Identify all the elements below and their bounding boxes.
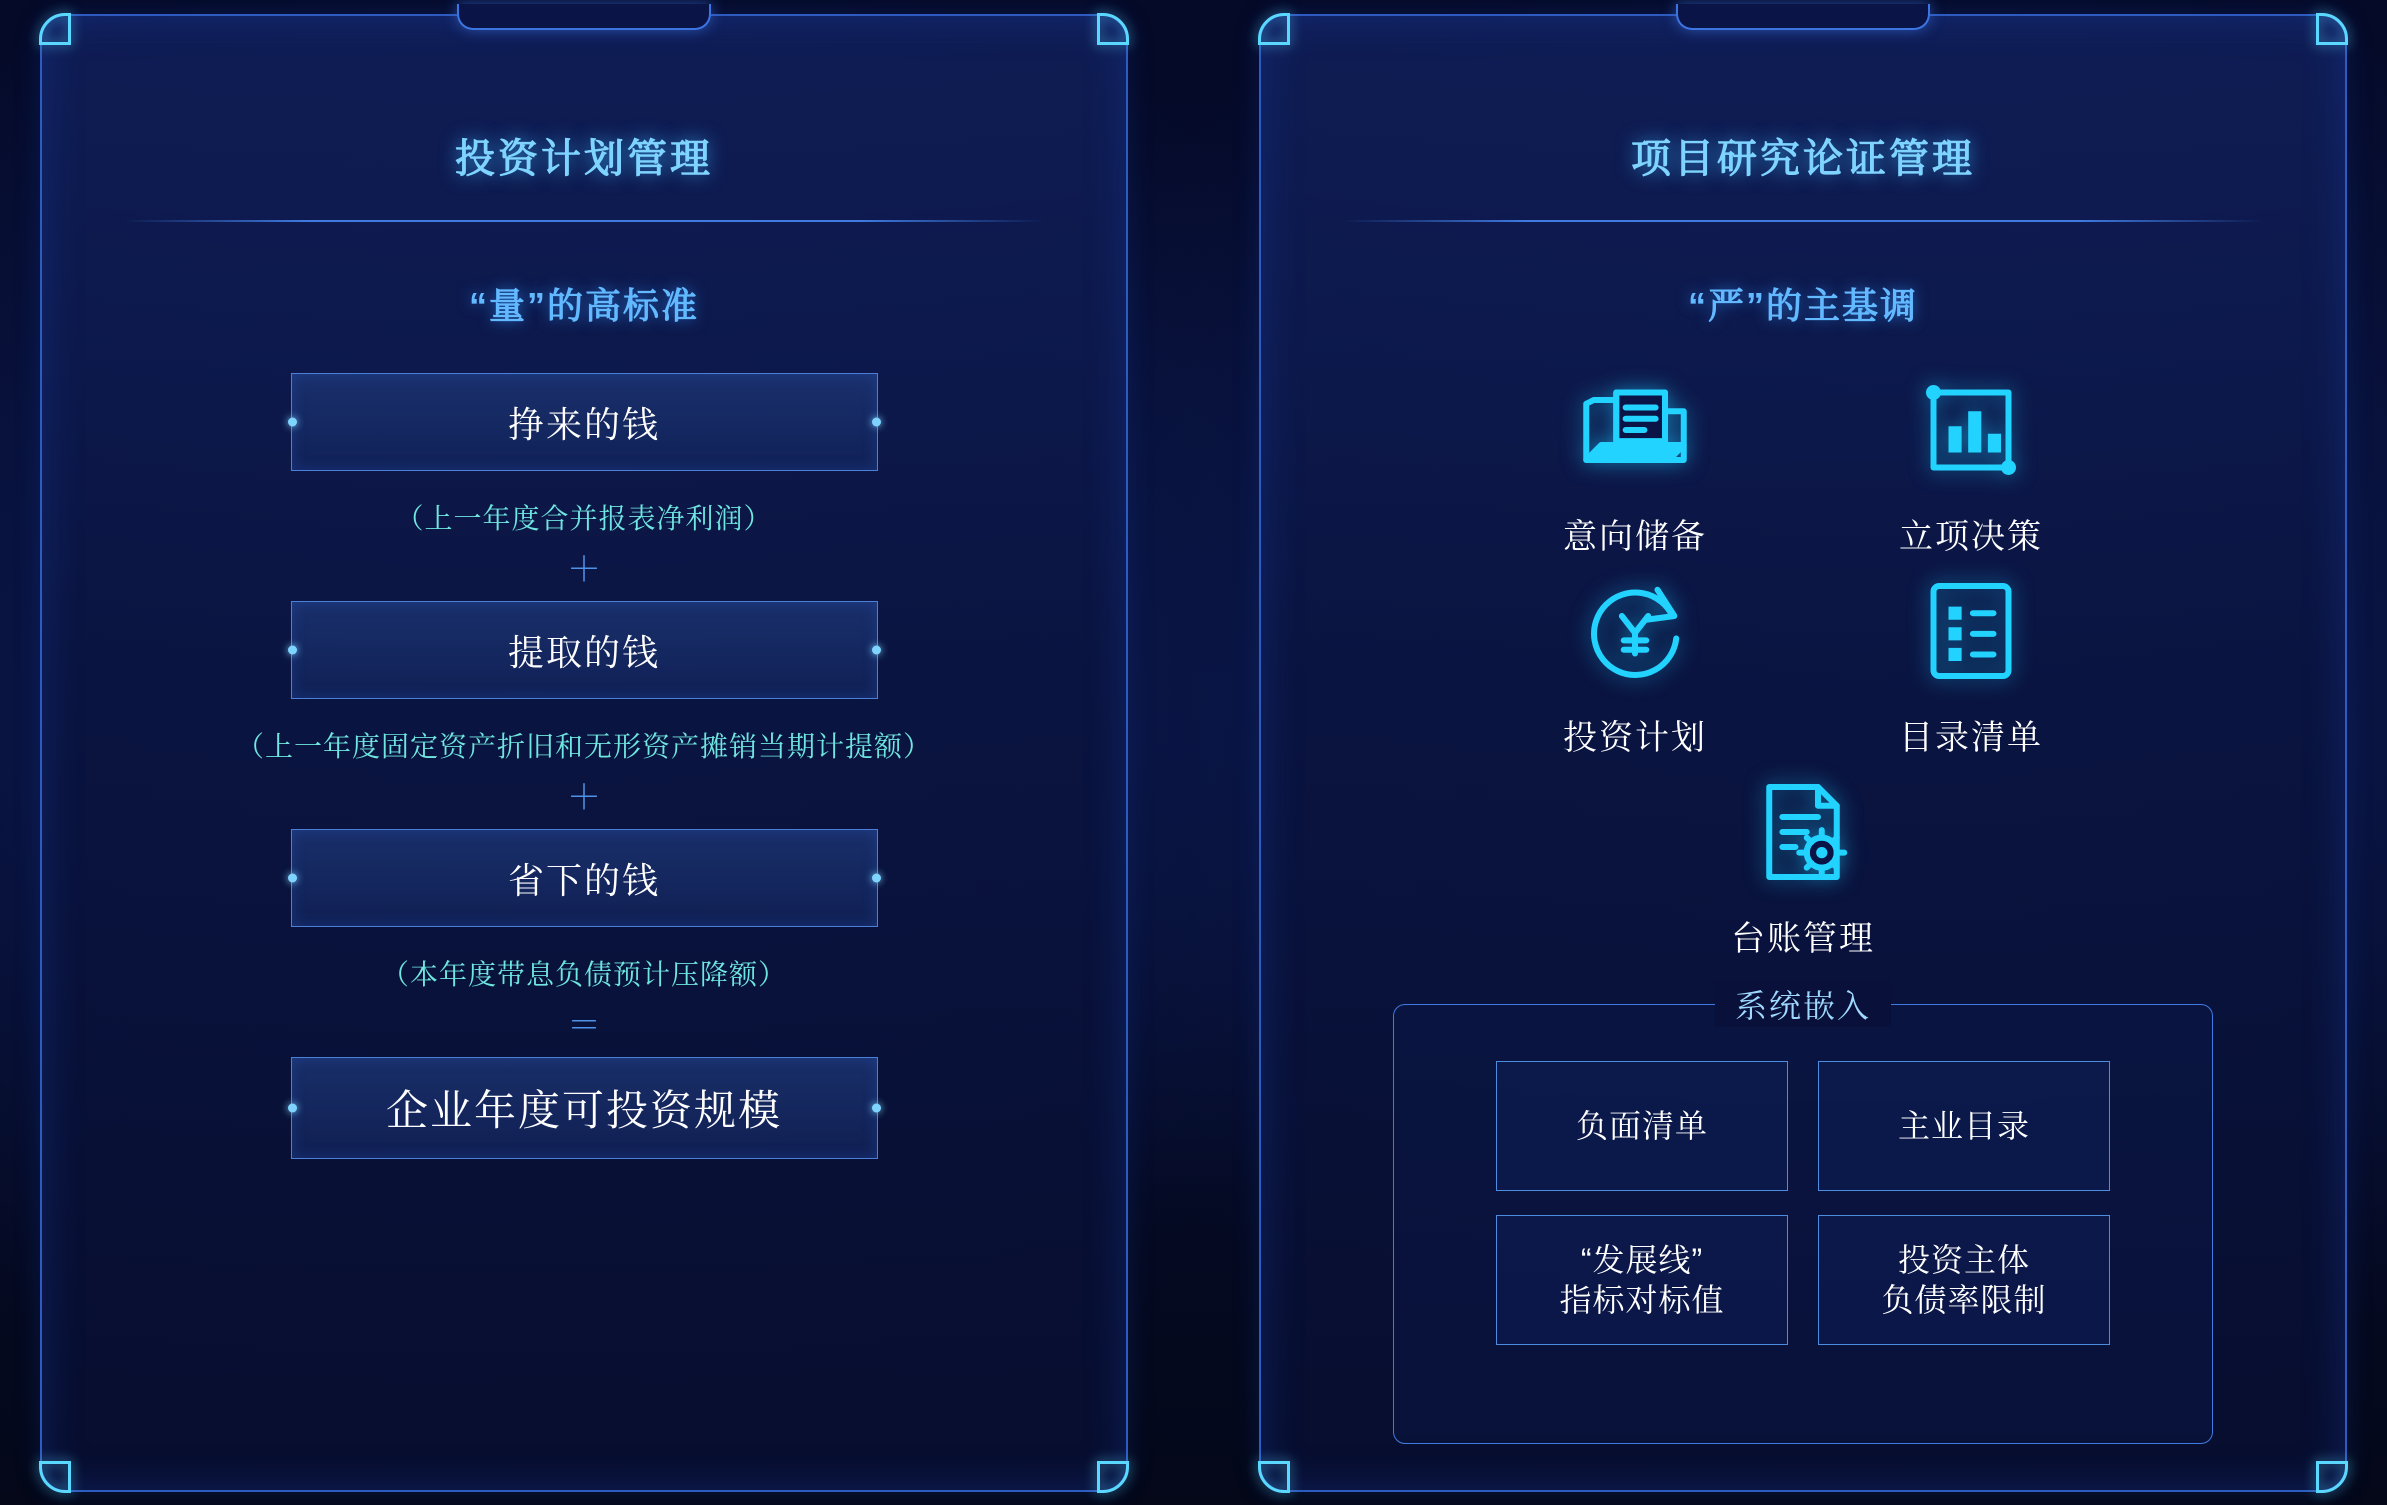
embed-item-label: “发展线”: [1580, 1242, 1704, 1279]
panel-notch: [457, 4, 711, 30]
corner-top-left: [1258, 13, 1290, 45]
document-gear-icon: [1738, 767, 1868, 897]
formula-operator-2: ＋: [567, 779, 601, 818]
node-dot-left: [288, 1104, 297, 1113]
feature-label: 投资计划: [1563, 719, 1707, 758]
folder-document-icon: [1570, 365, 1700, 495]
checklist-icon: [1906, 566, 2036, 696]
corner-top-right: [1097, 13, 1129, 45]
corner-top-left: [39, 13, 71, 45]
node-dot-right: [872, 646, 881, 655]
formula-box-earned[interactable]: [291, 373, 878, 471]
investment-formula: [42, 373, 1126, 1159]
formula-note-earned: （上一年度合并报表净利润）: [395, 503, 773, 535]
embed-item-debt-ratio-limit[interactable]: [1818, 1215, 2110, 1345]
formula-result-label: 企业年度可投资规模: [385, 1087, 782, 1135]
corner-top-right: [2316, 13, 2348, 45]
formula-note-saved: （本年度带息负债预计压降额）: [380, 959, 787, 991]
panel-subtitle-left: “量”的高标准: [468, 285, 699, 327]
node-dot-left: [288, 646, 297, 655]
formula-box-extracted[interactable]: [291, 601, 878, 699]
panel-investment-plan: [40, 14, 1128, 1492]
node-dot-left: [288, 874, 297, 883]
formula-box-saved[interactable]: [291, 829, 878, 927]
node-dot-right: [872, 874, 881, 883]
feature-label: 台账管理: [1731, 920, 1875, 959]
formula-box-result[interactable]: [291, 1057, 878, 1159]
bar-chart-icon: [1906, 365, 2036, 495]
feature-label: 目录清单: [1899, 719, 2043, 758]
panel-project-research: [1259, 14, 2347, 1492]
feature-label: 意向储备: [1563, 518, 1707, 557]
node-dot-right: [872, 418, 881, 427]
embed-item-sublabel: 指标对标值: [1559, 1282, 1725, 1319]
feature-icon-grid: [1261, 365, 2345, 960]
node-dot-left: [288, 418, 297, 427]
embed-item-sublabel: 负债率限制: [1881, 1282, 2047, 1319]
panel-title-left: 投资计划管理: [455, 137, 713, 182]
panel-title-right: 项目研究论证管理: [1631, 137, 1975, 182]
feature-item-approval-decision[interactable]: [1846, 365, 2096, 558]
title-divider-right: [1343, 220, 2263, 222]
panel-notch: [1676, 4, 1930, 30]
corner-bottom-left: [39, 1461, 71, 1493]
formula-operator-1: ＋: [567, 551, 601, 590]
feature-item-investment-plan[interactable]: [1510, 566, 1760, 759]
formula-box-label: 提取的钱: [507, 631, 660, 673]
formula-operator-equals: ＝: [567, 1007, 601, 1046]
embed-item-label: 负面清单: [1575, 1108, 1708, 1145]
feature-item-intent-reserve[interactable]: [1510, 365, 1760, 558]
title-divider-left: [124, 220, 1044, 222]
embed-item-label: 投资主体: [1897, 1242, 2030, 1279]
corner-bottom-right: [1097, 1461, 1129, 1493]
formula-box-label: 省下的钱: [507, 859, 660, 901]
embed-item-main-business-catalog[interactable]: [1818, 1061, 2110, 1191]
formula-note-extracted: （上一年度固定资产折旧和无形资产摊销当期计提额）: [235, 731, 932, 763]
node-dot-right: [872, 1104, 881, 1113]
corner-bottom-left: [1258, 1461, 1290, 1493]
feature-item-catalog-list[interactable]: [1846, 566, 2096, 759]
feature-label: 立项决策: [1899, 518, 2043, 557]
yuan-refresh-icon: [1570, 566, 1700, 696]
system-embed-box: [1393, 988, 2213, 1444]
embed-item-negative-list[interactable]: [1496, 1061, 1788, 1191]
embed-item-label: 主业目录: [1897, 1108, 2030, 1145]
corner-bottom-right: [2316, 1461, 2348, 1493]
embed-item-development-line[interactable]: [1496, 1215, 1788, 1345]
panel-subtitle-right: “严”的主基调: [1687, 285, 1918, 327]
formula-box-label: 挣来的钱: [507, 403, 660, 445]
system-embed-legend: 系统嵌入: [1715, 981, 1891, 1027]
system-embed-grid: [1394, 1061, 2212, 1345]
feature-item-ledger-management[interactable]: [1678, 767, 1928, 960]
